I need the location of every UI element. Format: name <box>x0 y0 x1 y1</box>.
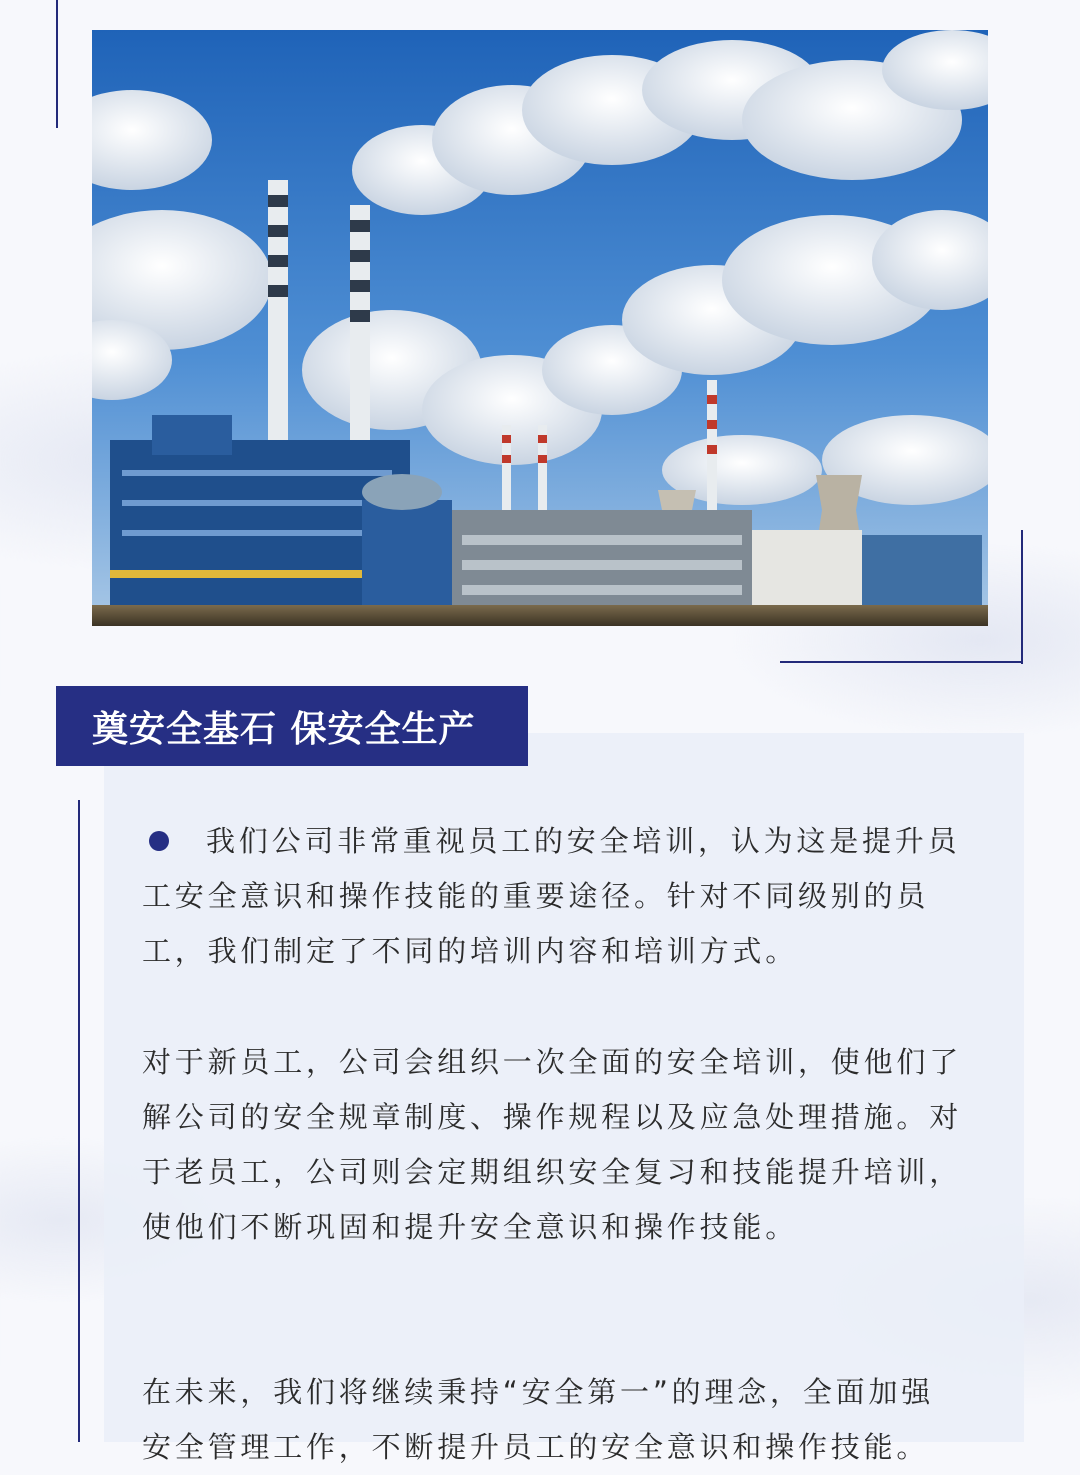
industrial-plant-photo <box>92 30 988 626</box>
section-title: 奠安全基石 保安全生产 <box>92 708 476 750</box>
paragraph-future-commitment: 在未来，我们将继续秉持“安全第一”的理念，全面加强安全管理工作，不断提升员工的安全意识和操作技能。 <box>142 1375 935 1464</box>
section-banner <box>56 686 528 766</box>
frame-line-top-left <box>56 0 58 128</box>
frame-line-right-horizontal <box>780 661 1023 663</box>
frame-line-body-left <box>78 800 80 1442</box>
paragraph-training-methods: 对于新员工，公司会组织一次全面的安全培训，使他们了解公司的安全规章制度、操作规程以及应急处理措施。对于老员工，公司则会定期组织安全复习和技能提升培训，使他们不断巩固和提升安全意识和操作技能。 <box>142 1045 963 1244</box>
paragraph-training-importance: 我们公司非常重视员工的安全培训，认为这是提升员工安全意识和操作技能的重要途径。针对不同级别的员工，我们制定了不同的培训内容和培训方式。 <box>142 824 961 968</box>
frame-line-right-vertical <box>1021 530 1023 664</box>
